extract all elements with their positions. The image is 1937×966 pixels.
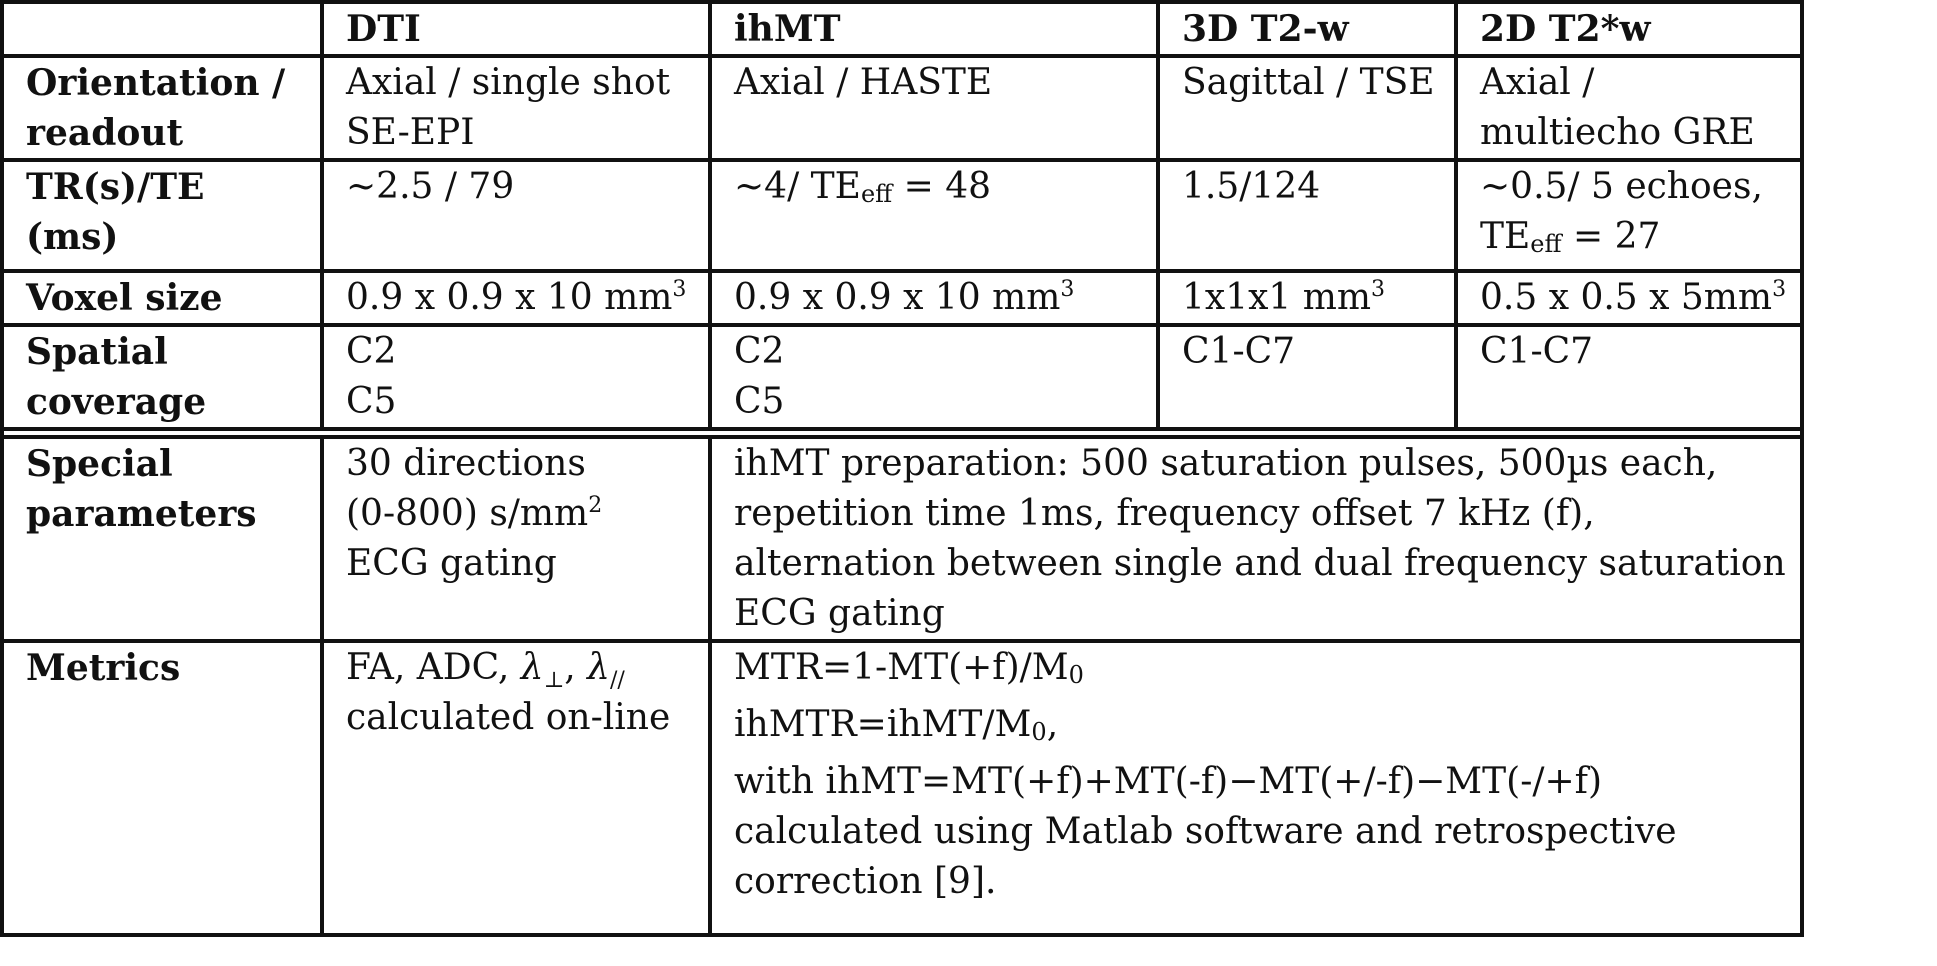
cell-line: [734, 700, 1800, 757]
header-ihmt: ihMT: [710, 2, 1158, 56]
label-line: parameters: [26, 493, 257, 535]
cell-t2star-orientation: [1456, 56, 1802, 160]
row-label-coverage: [2, 325, 322, 429]
cell-ihmt-special: [710, 437, 1802, 641]
cell-line: correction [9].: [734, 861, 997, 902]
cell-t2w-voxel: [1158, 271, 1456, 325]
cell-line: calculated on-line: [346, 697, 671, 738]
cell-t2w-coverage: [1158, 325, 1456, 429]
label-line: Spatial: [26, 331, 168, 373]
superscript: 3: [1772, 277, 1787, 302]
t2star-trte-pre: TE: [1480, 216, 1531, 257]
row-label-voxel: [2, 271, 322, 325]
table-row-orientation: [2, 56, 1802, 160]
cell-line: calculated using Matlab software and retrospective: [734, 811, 1677, 852]
cell-line: Axial /: [1480, 62, 1595, 103]
cell-line: Axial / single shot: [346, 62, 671, 103]
label-line: Metrics: [26, 647, 181, 689]
header-2d-t2star: 2D T2*w: [1456, 2, 1802, 56]
label-line: (ms): [26, 216, 119, 258]
cell-line: C2: [734, 331, 785, 372]
ihmt-trte-sub: eff: [860, 180, 893, 208]
separator-cell: [2, 429, 1802, 437]
row-label-special: [2, 437, 322, 641]
cell-t2w-orientation: [1158, 56, 1456, 160]
label-line: readout: [26, 112, 184, 154]
t2star-trte-sub: eff: [1530, 230, 1562, 258]
cell-ihmt-voxel: [710, 271, 1158, 325]
cell-dti-coverage: [322, 325, 710, 429]
cell-dti-special: [322, 437, 710, 641]
cell-line: [1480, 212, 1800, 269]
label-line: coverage: [26, 381, 207, 423]
cell-ihmt-coverage: [710, 325, 1158, 429]
cell-dti-orientation: [322, 56, 710, 160]
cell-ihmt-orientation: [710, 56, 1158, 160]
cell-line: [346, 273, 708, 323]
ihmt-trte-pre: ~4/ TE: [734, 166, 861, 207]
dti-voxel-value: 0.9 x 0.9 x 10 mm: [346, 277, 673, 318]
cell-line: ~0.5/ 5 echoes,: [1480, 166, 1763, 207]
cell-line: 1.5/124: [1182, 166, 1321, 207]
row-label-orientation: [2, 56, 322, 160]
header-dti: DTI: [322, 2, 710, 56]
cell-line: [346, 489, 708, 539]
mtr-formula: MTR=1-MT(+f)/M: [734, 647, 1069, 688]
dti-metrics-pre: FA, ADC,: [346, 647, 521, 688]
label-line: Orientation /: [26, 62, 286, 104]
superscript: 3: [672, 277, 687, 302]
cell-line: [346, 643, 708, 693]
cell-dti-trte: [322, 160, 710, 271]
row-label-trte: [2, 160, 322, 271]
label-line: Voxel size: [26, 277, 223, 319]
cell-line: C2: [346, 331, 397, 372]
cell-line: C1-C7: [1480, 331, 1594, 372]
cell-t2star-voxel: [1456, 271, 1802, 325]
ihmt-voxel-value: 0.9 x 0.9 x 10 mm: [734, 277, 1061, 318]
cell-line: ECG gating: [346, 543, 557, 584]
ihmtr-comma: ,: [1046, 704, 1059, 745]
cell-t2star-trte: [1456, 160, 1802, 271]
cell-line: multiecho GRE: [1480, 112, 1755, 153]
table-row-trte: [2, 160, 1802, 271]
cell-line: SE-EPI: [346, 112, 475, 153]
cell-line: Axial / HASTE: [734, 62, 993, 103]
double-rule-separator: [2, 429, 1802, 437]
ihmt-trte-post: = 48: [892, 166, 992, 207]
ihmtr-formula: ihMTR=ihMT/M: [734, 704, 1032, 745]
cell-line: [734, 273, 1156, 323]
dti-bvalue: (0-800) s/mm: [346, 493, 589, 534]
header-row: [2, 2, 1802, 56]
lambda-par: λ: [587, 647, 610, 688]
t2star-trte-post: = 27: [1561, 216, 1661, 257]
perp-sub: ⊥: [543, 668, 565, 694]
par-sub: //: [610, 668, 625, 694]
table-row-coverage: [2, 325, 1802, 429]
cell-line: ~2.5 / 79: [346, 166, 515, 207]
cell-line: C5: [346, 381, 397, 422]
header-empty: [2, 2, 322, 56]
cell-line: C5: [734, 381, 785, 422]
header-3d-t2w: 3D T2-w: [1158, 2, 1456, 56]
cell-line: C1-C7: [1182, 331, 1296, 372]
cell-line: [1182, 273, 1454, 323]
cell-t2w-trte: [1158, 160, 1456, 271]
dti-metrics-comma: ,: [564, 647, 588, 688]
label-line: Special: [26, 443, 173, 485]
cell-line: [734, 643, 1800, 700]
label-line: TR(s)/TE: [26, 166, 205, 208]
cell-ihmt-metrics: [710, 641, 1802, 935]
table-row-special: [2, 437, 1802, 641]
cell-line: alternation between single and dual frequency saturation: [734, 543, 1786, 584]
superscript: 3: [1060, 277, 1075, 302]
table-row-voxel: [2, 271, 1802, 325]
t2star-voxel-value: 0.5 x 0.5 x 5mm: [1480, 277, 1773, 318]
superscript: 2: [588, 493, 603, 518]
table-row-metrics: [2, 641, 1802, 935]
cell-line: [734, 162, 1156, 219]
superscript: 3: [1371, 277, 1386, 302]
lambda-perp: λ: [520, 647, 544, 688]
t2w-voxel-value: 1x1x1 mm: [1182, 277, 1372, 318]
cell-line: ECG gating: [734, 593, 945, 634]
cell-ihmt-trte: [710, 160, 1158, 271]
cell-line: ihMT preparation: 500 saturation pulses, 500µs each,: [734, 443, 1718, 484]
cell-line: Sagittal / TSE: [1182, 62, 1435, 103]
row-label-metrics: [2, 641, 322, 935]
cell-line: 30 directions: [346, 443, 586, 484]
cell-dti-metrics: [322, 641, 710, 935]
cell-line: [1480, 273, 1800, 323]
m0-sub: 0: [1031, 718, 1047, 746]
cell-line: repetition time 1ms, frequency offset 7 kHz (f),: [734, 493, 1595, 534]
cell-line: with ihMT=MT(+f)+MT(-f)−MT(+/-f)−MT(-/+f): [734, 761, 1603, 802]
cell-t2star-coverage: [1456, 325, 1802, 429]
m0-sub: 0: [1068, 661, 1084, 689]
cell-dti-voxel: [322, 271, 710, 325]
